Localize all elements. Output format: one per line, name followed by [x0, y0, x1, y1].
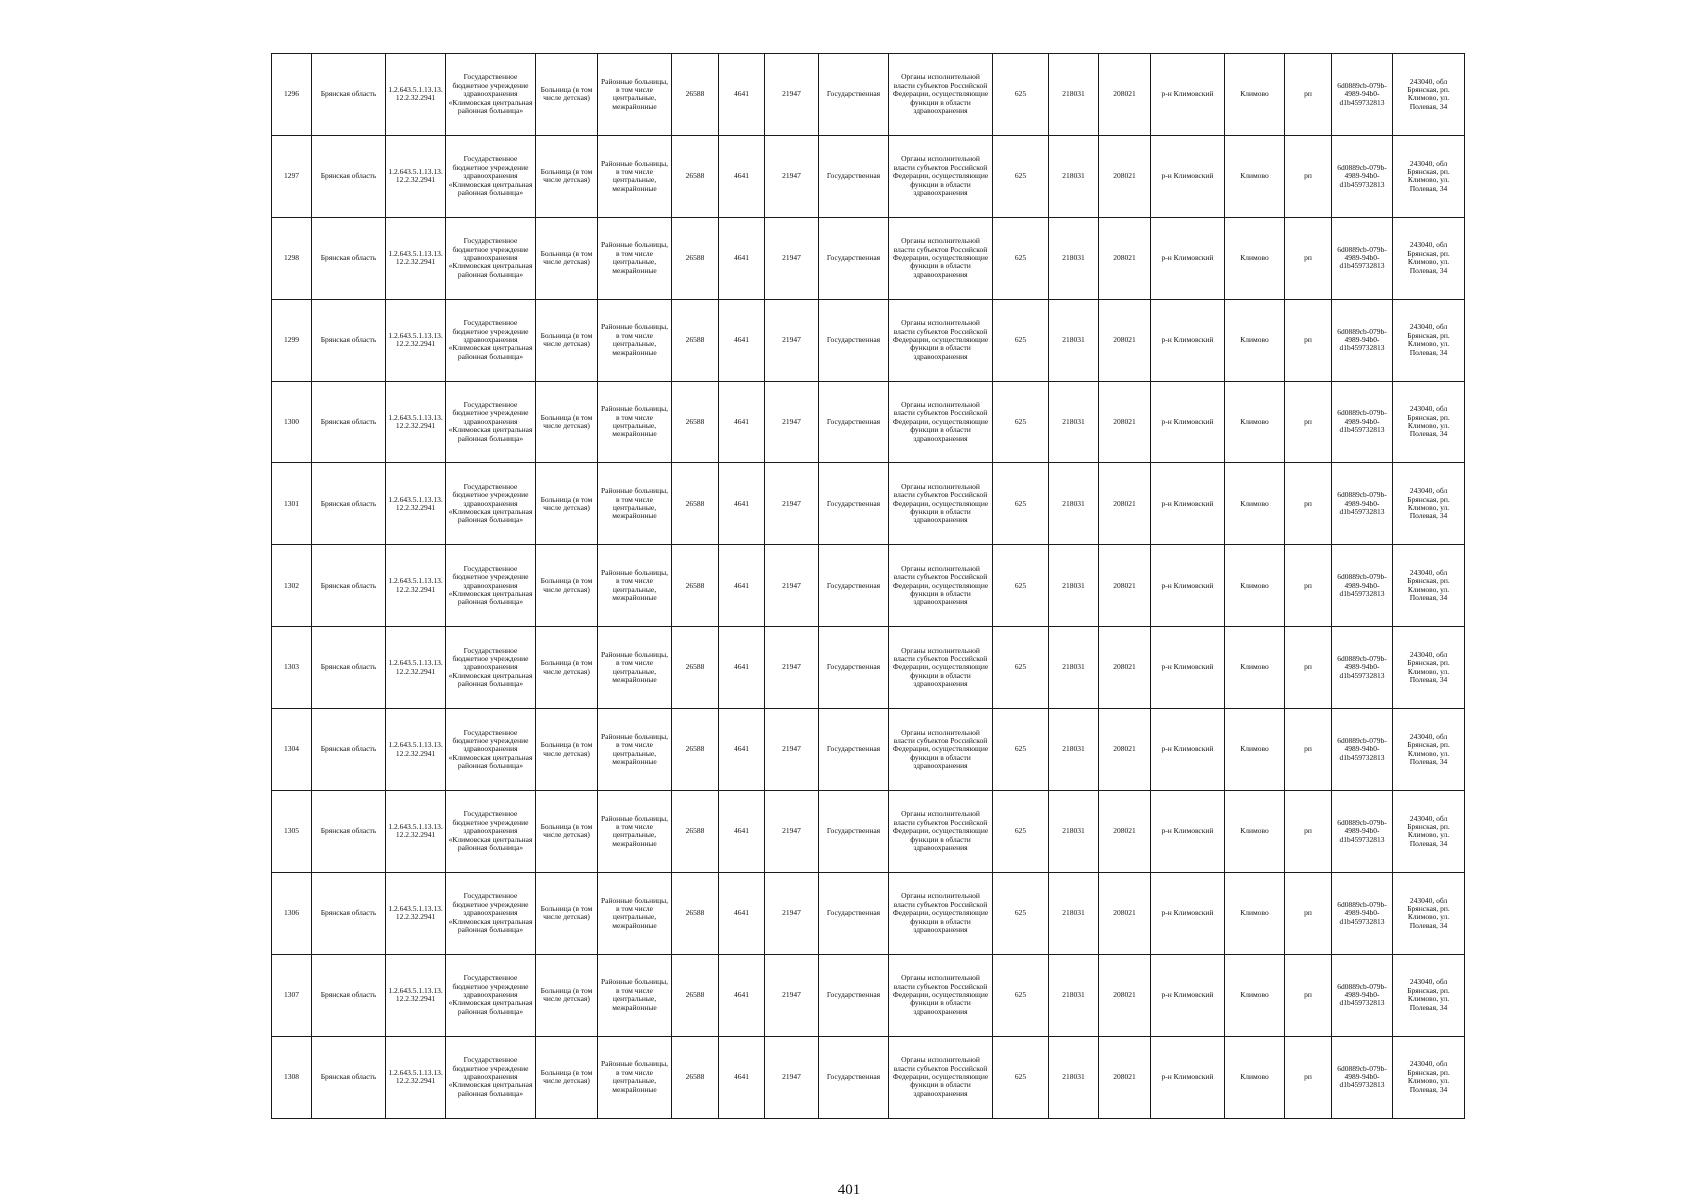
count-1-cell: 26588	[672, 463, 719, 545]
count-3-cell: 21947	[765, 791, 819, 873]
organization-name-cell: Государственное бюджетное учреждение здравоохранения «Климовская центральная районная больница»	[446, 545, 536, 627]
code-5-cell: 208021	[1099, 299, 1151, 381]
count-3-cell: 21947	[765, 872, 819, 954]
oid-cell: 1.2.643.5.1.13.13.12.2.32.2941	[386, 217, 446, 299]
count-3-cell: 21947	[765, 545, 819, 627]
district-cell: р-н Климовский	[1151, 299, 1225, 381]
district-cell: р-н Климовский	[1151, 872, 1225, 954]
district-cell: р-н Климовский	[1151, 135, 1225, 217]
registry-table	[271, 53, 1465, 1119]
count-2-cell: 4641	[719, 463, 765, 545]
oid-cell: 1.2.643.5.1.13.13.12.2.32.2941	[386, 872, 446, 954]
facility-type-cell: Больница (в том числе детская)	[536, 709, 598, 791]
count-3-cell: 21947	[765, 954, 819, 1036]
guid-cell: 6d0889cb-079b-4989-94b0-d1b459732813	[1332, 1036, 1393, 1118]
table-row	[272, 1036, 1465, 1118]
table-row	[272, 709, 1465, 791]
locality-type-cell: рп	[1285, 135, 1332, 217]
code-4-cell: 218031	[1049, 381, 1099, 463]
district-cell: р-н Климовский	[1151, 1036, 1225, 1118]
count-3-cell: 21947	[765, 709, 819, 791]
region-cell: Брянская область	[312, 954, 386, 1036]
facility-subtype-cell: Районные больницы, в том числе центральные, межрайонные	[598, 54, 672, 136]
address-cell: 243040, обл Брянская, рп. Климово, ул. Полевая, 34	[1393, 1036, 1465, 1118]
ownership-cell: Государственная	[819, 299, 889, 381]
district-cell: р-н Климовский	[1151, 709, 1225, 791]
guid-cell: 6d0889cb-079b-4989-94b0-d1b459732813	[1332, 299, 1393, 381]
ownership-cell: Государственная	[819, 954, 889, 1036]
table-row	[272, 299, 1465, 381]
authority-cell: Органы исполнительной власти субъектов Российской Федерации, осуществляющие функции в области здравоохранения	[889, 791, 993, 873]
locality-type-cell: рп	[1285, 627, 1332, 709]
facility-subtype-cell: Районные больницы, в том числе центральные, межрайонные	[598, 709, 672, 791]
facility-type-cell: Больница (в том числе детская)	[536, 217, 598, 299]
facility-subtype-cell: Районные больницы, в том числе центральные, межрайонные	[598, 299, 672, 381]
organization-name-cell: Государственное бюджетное учреждение здравоохранения «Климовская центральная районная больница»	[446, 1036, 536, 1118]
table-row	[272, 463, 1465, 545]
organization-name-cell: Государственное бюджетное учреждение здравоохранения «Климовская центральная районная больница»	[446, 54, 536, 136]
organization-name-cell: Государственное бюджетное учреждение здравоохранения «Климовская центральная районная больница»	[446, 954, 536, 1036]
code-4-cell: 218031	[1049, 954, 1099, 1036]
count-2-cell: 4641	[719, 545, 765, 627]
table-row	[272, 135, 1465, 217]
code-4-cell: 218031	[1049, 872, 1099, 954]
code-cell: 625	[993, 545, 1049, 627]
ownership-cell: Государственная	[819, 217, 889, 299]
authority-cell: Органы исполнительной власти субъектов Российской Федерации, осуществляющие функции в области здравоохранения	[889, 299, 993, 381]
guid-cell: 6d0889cb-079b-4989-94b0-d1b459732813	[1332, 709, 1393, 791]
table-row	[272, 954, 1465, 1036]
locality-type-cell: рп	[1285, 217, 1332, 299]
code-5-cell: 208021	[1099, 1036, 1151, 1118]
authority-cell: Органы исполнительной власти субъектов Российской Федерации, осуществляющие функции в области здравоохранения	[889, 709, 993, 791]
locality-type-cell: рп	[1285, 709, 1332, 791]
ownership-cell: Государственная	[819, 791, 889, 873]
guid-cell: 6d0889cb-079b-4989-94b0-d1b459732813	[1332, 872, 1393, 954]
region-cell: Брянская область	[312, 54, 386, 136]
count-3-cell: 21947	[765, 463, 819, 545]
ownership-cell: Государственная	[819, 872, 889, 954]
table-row	[272, 791, 1465, 873]
facility-type-cell: Больница (в том числе детская)	[536, 627, 598, 709]
address-cell: 243040, обл Брянская, рп. Климово, ул. Полевая, 34	[1393, 54, 1465, 136]
locality-type-cell: рп	[1285, 381, 1332, 463]
row-number-cell: 1304	[272, 709, 312, 791]
authority-cell: Органы исполнительной власти субъектов Российской Федерации, осуществляющие функции в области здравоохранения	[889, 54, 993, 136]
count-1-cell: 26588	[672, 1036, 719, 1118]
code-5-cell: 208021	[1099, 381, 1151, 463]
count-1-cell: 26588	[672, 709, 719, 791]
count-1-cell: 26588	[672, 545, 719, 627]
table-row	[272, 54, 1465, 136]
row-number-cell: 1301	[272, 463, 312, 545]
code-4-cell: 218031	[1049, 299, 1099, 381]
guid-cell: 6d0889cb-079b-4989-94b0-d1b459732813	[1332, 381, 1393, 463]
locality-cell: Климово	[1225, 545, 1285, 627]
count-2-cell: 4641	[719, 954, 765, 1036]
facility-type-cell: Больница (в том числе детская)	[536, 1036, 598, 1118]
authority-cell: Органы исполнительной власти субъектов Российской Федерации, осуществляющие функции в области здравоохранения	[889, 872, 993, 954]
count-2-cell: 4641	[719, 135, 765, 217]
count-3-cell: 21947	[765, 627, 819, 709]
organization-name-cell: Государственное бюджетное учреждение здравоохранения «Климовская центральная районная больница»	[446, 872, 536, 954]
facility-subtype-cell: Районные больницы, в том числе центральные, межрайонные	[598, 545, 672, 627]
oid-cell: 1.2.643.5.1.13.13.12.2.32.2941	[386, 381, 446, 463]
address-cell: 243040, обл Брянская, рп. Климово, ул. Полевая, 34	[1393, 299, 1465, 381]
address-cell: 243040, обл Брянская, рп. Климово, ул. Полевая, 34	[1393, 954, 1465, 1036]
table-row	[272, 545, 1465, 627]
facility-subtype-cell: Районные больницы, в том числе центральные, межрайонные	[598, 217, 672, 299]
organization-name-cell: Государственное бюджетное учреждение здравоохранения «Климовская центральная районная больница»	[446, 299, 536, 381]
region-cell: Брянская область	[312, 709, 386, 791]
code-cell: 625	[993, 627, 1049, 709]
code-4-cell: 218031	[1049, 627, 1099, 709]
locality-type-cell: рп	[1285, 54, 1332, 136]
locality-type-cell: рп	[1285, 545, 1332, 627]
oid-cell: 1.2.643.5.1.13.13.12.2.32.2941	[386, 463, 446, 545]
region-cell: Брянская область	[312, 217, 386, 299]
ownership-cell: Государственная	[819, 463, 889, 545]
count-1-cell: 26588	[672, 381, 719, 463]
authority-cell: Органы исполнительной власти субъектов Российской Федерации, осуществляющие функции в области здравоохранения	[889, 545, 993, 627]
table-row	[272, 217, 1465, 299]
code-cell: 625	[993, 463, 1049, 545]
address-cell: 243040, обл Брянская, рп. Климово, ул. Полевая, 34	[1393, 463, 1465, 545]
code-cell: 625	[993, 1036, 1049, 1118]
code-5-cell: 208021	[1099, 627, 1151, 709]
count-2-cell: 4641	[719, 1036, 765, 1118]
facility-type-cell: Больница (в том числе детская)	[536, 381, 598, 463]
code-cell: 625	[993, 381, 1049, 463]
locality-cell: Климово	[1225, 54, 1285, 136]
oid-cell: 1.2.643.5.1.13.13.12.2.32.2941	[386, 135, 446, 217]
ownership-cell: Государственная	[819, 54, 889, 136]
locality-cell: Климово	[1225, 299, 1285, 381]
code-4-cell: 218031	[1049, 791, 1099, 873]
row-number-cell: 1306	[272, 872, 312, 954]
table-row	[272, 872, 1465, 954]
guid-cell: 6d0889cb-079b-4989-94b0-d1b459732813	[1332, 954, 1393, 1036]
facility-type-cell: Больница (в том числе детская)	[536, 54, 598, 136]
guid-cell: 6d0889cb-079b-4989-94b0-d1b459732813	[1332, 463, 1393, 545]
code-cell: 625	[993, 54, 1049, 136]
code-5-cell: 208021	[1099, 217, 1151, 299]
code-4-cell: 218031	[1049, 709, 1099, 791]
address-cell: 243040, обл Брянская, рп. Климово, ул. Полевая, 34	[1393, 791, 1465, 873]
address-cell: 243040, обл Брянская, рп. Климово, ул. Полевая, 34	[1393, 545, 1465, 627]
region-cell: Брянская область	[312, 135, 386, 217]
row-number-cell: 1303	[272, 627, 312, 709]
facility-subtype-cell: Районные больницы, в том числе центральные, межрайонные	[598, 791, 672, 873]
authority-cell: Органы исполнительной власти субъектов Российской Федерации, осуществляющие функции в области здравоохранения	[889, 1036, 993, 1118]
count-2-cell: 4641	[719, 381, 765, 463]
facility-subtype-cell: Районные больницы, в том числе центральные, межрайонные	[598, 135, 672, 217]
code-4-cell: 218031	[1049, 217, 1099, 299]
row-number-cell: 1297	[272, 135, 312, 217]
facility-type-cell: Больница (в том числе детская)	[536, 135, 598, 217]
district-cell: р-н Климовский	[1151, 54, 1225, 136]
facility-subtype-cell: Районные больницы, в том числе центральные, межрайонные	[598, 463, 672, 545]
address-cell: 243040, обл Брянская, рп. Климово, ул. Полевая, 34	[1393, 217, 1465, 299]
district-cell: р-н Климовский	[1151, 463, 1225, 545]
count-2-cell: 4641	[719, 627, 765, 709]
count-1-cell: 26588	[672, 299, 719, 381]
district-cell: р-н Климовский	[1151, 217, 1225, 299]
row-number-cell: 1305	[272, 791, 312, 873]
ownership-cell: Государственная	[819, 627, 889, 709]
code-5-cell: 208021	[1099, 709, 1151, 791]
count-3-cell: 21947	[765, 217, 819, 299]
count-3-cell: 21947	[765, 1036, 819, 1118]
locality-cell: Климово	[1225, 217, 1285, 299]
facility-type-cell: Больница (в том числе детская)	[536, 954, 598, 1036]
region-cell: Брянская область	[312, 463, 386, 545]
oid-cell: 1.2.643.5.1.13.13.12.2.32.2941	[386, 1036, 446, 1118]
locality-type-cell: рп	[1285, 872, 1332, 954]
code-5-cell: 208021	[1099, 463, 1151, 545]
facility-type-cell: Больница (в том числе детская)	[536, 463, 598, 545]
guid-cell: 6d0889cb-079b-4989-94b0-d1b459732813	[1332, 791, 1393, 873]
locality-cell: Климово	[1225, 709, 1285, 791]
code-4-cell: 218031	[1049, 463, 1099, 545]
locality-cell: Климово	[1225, 1036, 1285, 1118]
organization-name-cell: Государственное бюджетное учреждение здравоохранения «Климовская центральная районная больница»	[446, 791, 536, 873]
guid-cell: 6d0889cb-079b-4989-94b0-d1b459732813	[1332, 545, 1393, 627]
count-1-cell: 26588	[672, 135, 719, 217]
authority-cell: Органы исполнительной власти субъектов Российской Федерации, осуществляющие функции в области здравоохранения	[889, 954, 993, 1036]
facility-type-cell: Больница (в том числе детская)	[536, 791, 598, 873]
ownership-cell: Государственная	[819, 545, 889, 627]
region-cell: Брянская область	[312, 791, 386, 873]
facility-type-cell: Больница (в том числе детская)	[536, 872, 598, 954]
locality-cell: Климово	[1225, 872, 1285, 954]
count-2-cell: 4641	[719, 791, 765, 873]
oid-cell: 1.2.643.5.1.13.13.12.2.32.2941	[386, 627, 446, 709]
region-cell: Брянская область	[312, 299, 386, 381]
count-1-cell: 26588	[672, 872, 719, 954]
locality-type-cell: рп	[1285, 954, 1332, 1036]
authority-cell: Органы исполнительной власти субъектов Российской Федерации, осуществляющие функции в области здравоохранения	[889, 217, 993, 299]
address-cell: 243040, обл Брянская, рп. Климово, ул. Полевая, 34	[1393, 627, 1465, 709]
locality-type-cell: рп	[1285, 463, 1332, 545]
code-cell: 625	[993, 872, 1049, 954]
organization-name-cell: Государственное бюджетное учреждение здравоохранения «Климовская центральная районная больница»	[446, 217, 536, 299]
row-number-cell: 1307	[272, 954, 312, 1036]
locality-type-cell: рп	[1285, 299, 1332, 381]
facility-type-cell: Больница (в том числе детская)	[536, 299, 598, 381]
table-row	[272, 627, 1465, 709]
oid-cell: 1.2.643.5.1.13.13.12.2.32.2941	[386, 709, 446, 791]
facility-subtype-cell: Районные больницы, в том числе центральные, межрайонные	[598, 872, 672, 954]
locality-type-cell: рп	[1285, 791, 1332, 873]
code-5-cell: 208021	[1099, 54, 1151, 136]
district-cell: р-н Климовский	[1151, 545, 1225, 627]
oid-cell: 1.2.643.5.1.13.13.12.2.32.2941	[386, 54, 446, 136]
code-4-cell: 218031	[1049, 135, 1099, 217]
code-cell: 625	[993, 709, 1049, 791]
count-3-cell: 21947	[765, 54, 819, 136]
count-2-cell: 4641	[719, 217, 765, 299]
count-1-cell: 26588	[672, 217, 719, 299]
district-cell: р-н Климовский	[1151, 791, 1225, 873]
authority-cell: Органы исполнительной власти субъектов Российской Федерации, осуществляющие функции в области здравоохранения	[889, 381, 993, 463]
ownership-cell: Государственная	[819, 135, 889, 217]
count-3-cell: 21947	[765, 299, 819, 381]
guid-cell: 6d0889cb-079b-4989-94b0-d1b459732813	[1332, 217, 1393, 299]
code-5-cell: 208021	[1099, 135, 1151, 217]
count-2-cell: 4641	[719, 872, 765, 954]
locality-cell: Климово	[1225, 954, 1285, 1036]
code-5-cell: 208021	[1099, 791, 1151, 873]
guid-cell: 6d0889cb-079b-4989-94b0-d1b459732813	[1332, 135, 1393, 217]
authority-cell: Органы исполнительной власти субъектов Российской Федерации, осуществляющие функции в области здравоохранения	[889, 627, 993, 709]
locality-cell: Климово	[1225, 135, 1285, 217]
authority-cell: Органы исполнительной власти субъектов Российской Федерации, осуществляющие функции в области здравоохранения	[889, 135, 993, 217]
count-1-cell: 26588	[672, 627, 719, 709]
facility-subtype-cell: Районные больницы, в том числе центральные, межрайонные	[598, 381, 672, 463]
organization-name-cell: Государственное бюджетное учреждение здравоохранения «Климовская центральная районная больница»	[446, 463, 536, 545]
ownership-cell: Государственная	[819, 1036, 889, 1118]
address-cell: 243040, обл Брянская, рп. Климово, ул. Полевая, 34	[1393, 872, 1465, 954]
organization-name-cell: Государственное бюджетное учреждение здравоохранения «Климовская центральная районная больница»	[446, 709, 536, 791]
code-cell: 625	[993, 791, 1049, 873]
code-5-cell: 208021	[1099, 872, 1151, 954]
count-3-cell: 21947	[765, 381, 819, 463]
code-cell: 625	[993, 299, 1049, 381]
count-2-cell: 4641	[719, 54, 765, 136]
row-number-cell: 1296	[272, 54, 312, 136]
ownership-cell: Государственная	[819, 709, 889, 791]
code-5-cell: 208021	[1099, 545, 1151, 627]
locality-type-cell: рп	[1285, 1036, 1332, 1118]
count-1-cell: 26588	[672, 791, 719, 873]
address-cell: 243040, обл Брянская, рп. Климово, ул. Полевая, 34	[1393, 135, 1465, 217]
region-cell: Брянская область	[312, 1036, 386, 1118]
code-4-cell: 218031	[1049, 1036, 1099, 1118]
code-cell: 625	[993, 954, 1049, 1036]
count-3-cell: 21947	[765, 135, 819, 217]
region-cell: Брянская область	[312, 872, 386, 954]
row-number-cell: 1308	[272, 1036, 312, 1118]
row-number-cell: 1302	[272, 545, 312, 627]
address-cell: 243040, обл Брянская, рп. Климово, ул. Полевая, 34	[1393, 709, 1465, 791]
code-cell: 625	[993, 135, 1049, 217]
region-cell: Брянская область	[312, 545, 386, 627]
oid-cell: 1.2.643.5.1.13.13.12.2.32.2941	[386, 299, 446, 381]
guid-cell: 6d0889cb-079b-4989-94b0-d1b459732813	[1332, 54, 1393, 136]
oid-cell: 1.2.643.5.1.13.13.12.2.32.2941	[386, 954, 446, 1036]
count-1-cell: 26588	[672, 954, 719, 1036]
ownership-cell: Государственная	[819, 381, 889, 463]
page-number: 401	[837, 1182, 861, 1198]
organization-name-cell: Государственное бюджетное учреждение здравоохранения «Климовская центральная районная больница»	[446, 135, 536, 217]
code-4-cell: 218031	[1049, 545, 1099, 627]
count-2-cell: 4641	[719, 709, 765, 791]
oid-cell: 1.2.643.5.1.13.13.12.2.32.2941	[386, 545, 446, 627]
facility-subtype-cell: Районные больницы, в том числе центральные, межрайонные	[598, 954, 672, 1036]
code-5-cell: 208021	[1099, 954, 1151, 1036]
region-cell: Брянская область	[312, 627, 386, 709]
row-number-cell: 1299	[272, 299, 312, 381]
facility-type-cell: Больница (в том числе детская)	[536, 545, 598, 627]
code-cell: 625	[993, 217, 1049, 299]
row-number-cell: 1300	[272, 381, 312, 463]
region-cell: Брянская область	[312, 381, 386, 463]
authority-cell: Органы исполнительной власти субъектов Российской Федерации, осуществляющие функции в области здравоохранения	[889, 463, 993, 545]
facility-subtype-cell: Районные больницы, в том числе центральные, межрайонные	[598, 627, 672, 709]
table-row	[272, 381, 1465, 463]
locality-cell: Климово	[1225, 463, 1285, 545]
organization-name-cell: Государственное бюджетное учреждение здравоохранения «Климовская центральная районная больница»	[446, 381, 536, 463]
district-cell: р-н Климовский	[1151, 627, 1225, 709]
count-1-cell: 26588	[672, 54, 719, 136]
guid-cell: 6d0889cb-079b-4989-94b0-d1b459732813	[1332, 627, 1393, 709]
facility-subtype-cell: Районные больницы, в том числе центральные, межрайонные	[598, 1036, 672, 1118]
district-cell: р-н Климовский	[1151, 381, 1225, 463]
code-4-cell: 218031	[1049, 54, 1099, 136]
row-number-cell: 1298	[272, 217, 312, 299]
locality-cell: Климово	[1225, 791, 1285, 873]
locality-cell: Климово	[1225, 627, 1285, 709]
address-cell: 243040, обл Брянская, рп. Климово, ул. Полевая, 34	[1393, 381, 1465, 463]
district-cell: р-н Климовский	[1151, 954, 1225, 1036]
oid-cell: 1.2.643.5.1.13.13.12.2.32.2941	[386, 791, 446, 873]
count-2-cell: 4641	[719, 299, 765, 381]
locality-cell: Климово	[1225, 381, 1285, 463]
organization-name-cell: Государственное бюджетное учреждение здравоохранения «Климовская центральная районная больница»	[446, 627, 536, 709]
